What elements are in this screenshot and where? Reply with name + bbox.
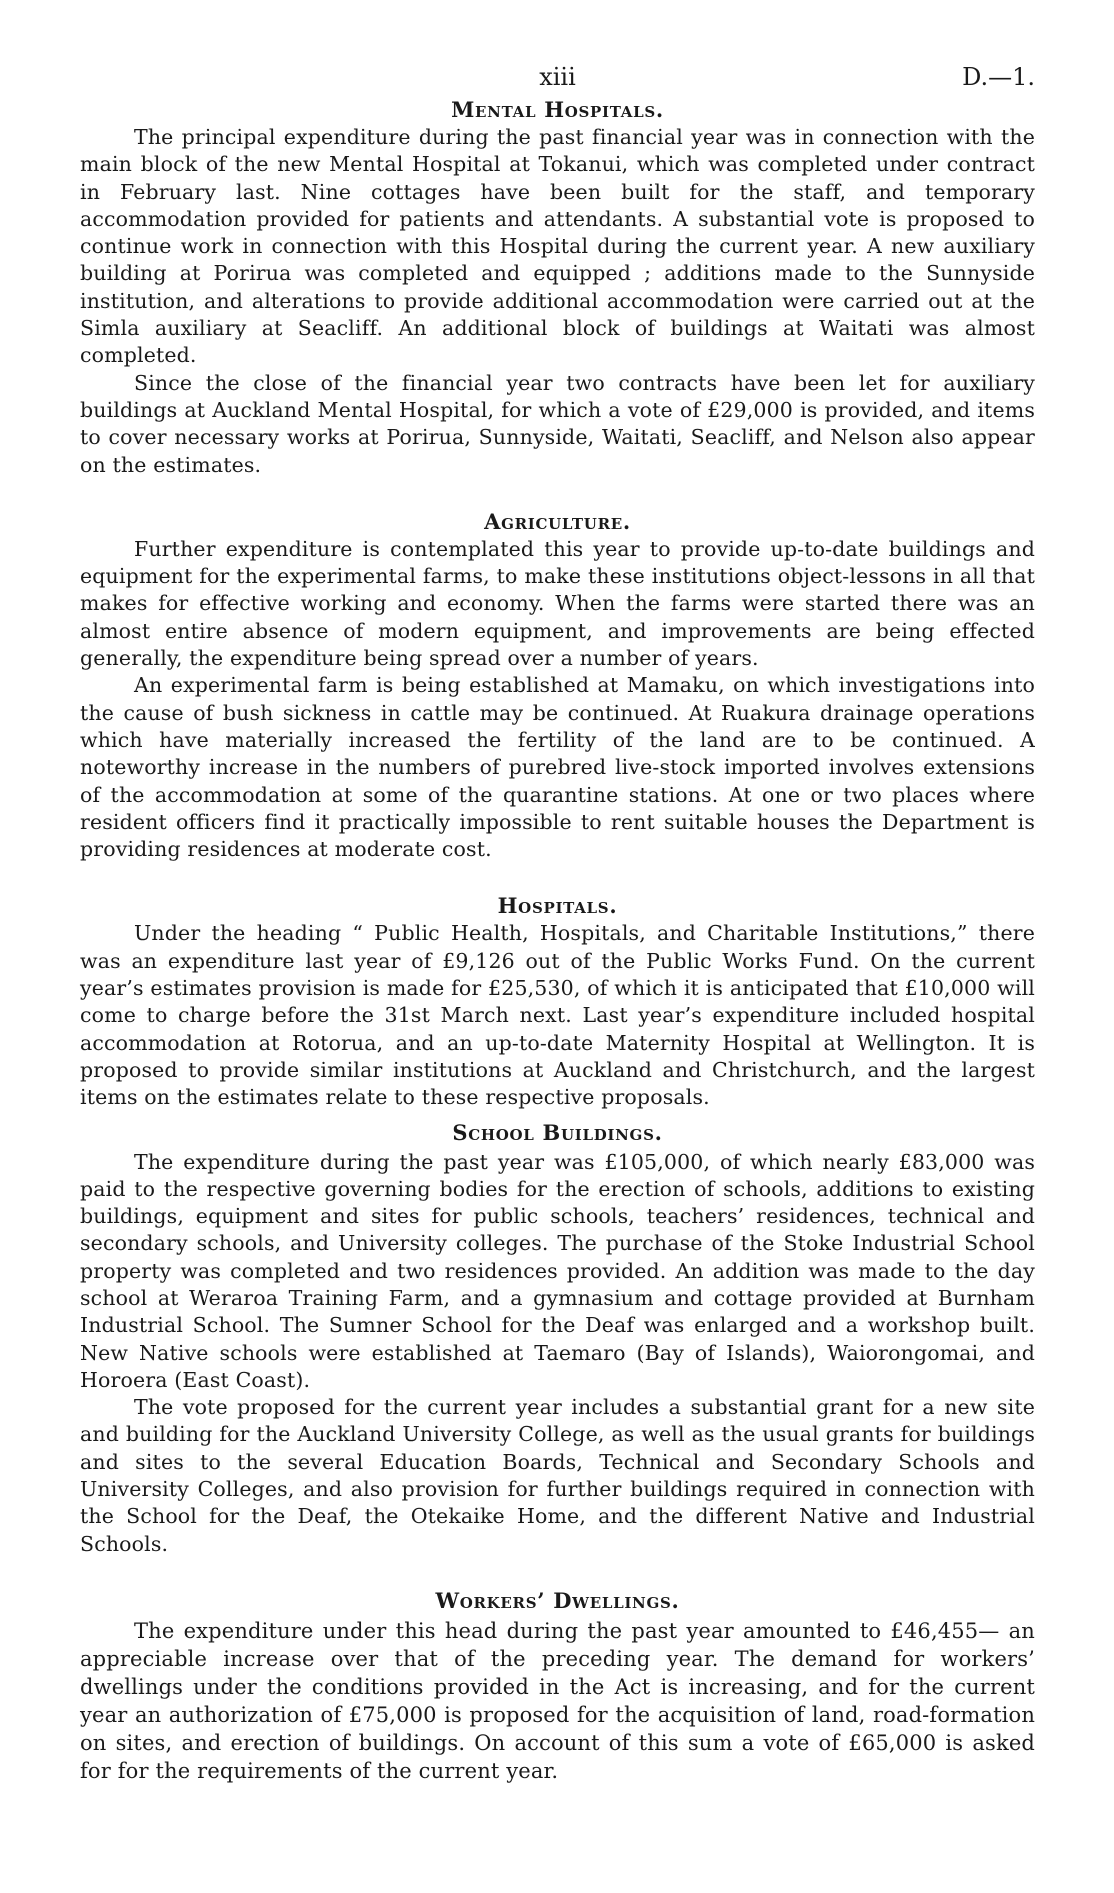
paragraph: The expenditure under this head during the past year amounted to £46,455— an appreciable increase over that of the preceding year. The demand for workers’ dwellings under the conditions provided in the Act is increasing, and for the current year an authorization of £75,000 is proposed for the acquisition of land, road-formation on sites, and erection of buildings. On account of this sum a vote of £65,000 is asked for for the requirements of the current year. bbox=[80, 1618, 1035, 1783]
section-heading: Workers’ Dwellings. bbox=[435, 1587, 680, 1613]
section-workers-dwellings bbox=[80, 1588, 1035, 1785]
section-heading: Agriculture. bbox=[484, 508, 631, 534]
paragraph: Under the heading “ Public Health, Hospitals, and Charitable Institutions,” there was an expenditure last year of £9,126 out of the Public Works Fund. On the current year’s estimates provision is made for £25,530, of which it is anticipated that £10,000 will come to charge before the 31st March next. Last year’s expenditure included hospital accommodation at Rotorua, and an up-to-date Maternity Hospital at Wellington. It is proposed to provide similar institutions at Auckland and Christchurch, and the largest items on the estimates relate to these respective proposals. bbox=[80, 921, 1035, 1110]
paragraph: Further expenditure is contemplated this year to provide up-to-date buildings and equipment for the experimental farms, to make these institutions object-lessons in all that makes for effective working and economy. When the farms were started there was an almost entire absence of modern equipment, and improvements are being effected generally, the expenditure being spread over a number of years. bbox=[80, 536, 1035, 671]
section-mental-hospitals bbox=[80, 97, 1035, 479]
paragraph: The principal expenditure during the past financial year was in connection with the main block of the new Mental Hospital at Tokanui, which was completed under contract in February last. Nine cottages have been built for the staff, and temporary accommodation provided for patients and attendants. A substantial vote is proposed to continue work in connection with this Hospital during the current year. A new auxiliary building at Porirua was completed and equipped ; additions made to the Sunnyside institution, and alterations to provide additional accommodation were carried out at the Simla auxiliary at Seacliff. An additional block of buildings at Waitati was almost completed. bbox=[80, 125, 1035, 368]
section-agriculture bbox=[80, 509, 1035, 864]
section-heading: Hospitals. bbox=[497, 893, 618, 919]
section-school-buildings bbox=[80, 1120, 1035, 1558]
page-header bbox=[80, 55, 1035, 95]
paragraph: Since the close of the financial year two contracts have been let for auxiliary buildings at Auckland Mental Hospital, for which a vote of £29,000 is provided, and items to cover necessary works at Porirua, Sunnyside, Waitati, Seacliff, and Nelson also appear on the estimates. bbox=[80, 370, 1035, 477]
section-heading: Mental Hospitals. bbox=[451, 97, 664, 122]
paragraph: The vote proposed for the current year includes a substantial grant for a new site and building for the Auckland University College, as well as the usual grants for buildings and sites to the several Education Boards, Technical and Secondary Schools and University Colleges, and also provision for further buildings required in connection with the School for the Deaf, the Otekaike Home, and the different Native and Industrial Schools. bbox=[80, 1395, 1035, 1556]
document-page bbox=[80, 55, 1035, 1785]
document-code: D.—1. bbox=[962, 63, 1035, 91]
section-heading: School Buildings. bbox=[452, 1119, 663, 1145]
paragraph: An experimental farm is being established at Mamaku, on which investigations into the cause of bush sickness in cattle may be continued. At Ruakura drainage operations which have materially increased the fertility of the land are to be continued. A noteworthy increase in the numbers of purebred live-stock imported involves extensions of the accommodation at some of the quarantine stations. At one or two places where resident officers find it practically impossible to rent suitable houses the Department is providing residences at moderate cost. bbox=[80, 673, 1035, 862]
page-number: xiii bbox=[539, 63, 576, 91]
section-hospitals bbox=[80, 893, 1035, 1111]
paragraph: The expenditure during the past year was £105,000, of which nearly £83,000 was paid to the respective governing bodies for the erection of schools, additions to existing buildings, equipment and sites for public schools, teachers’ residences, technical and secondary schools, and University colleges. The purchase of the Stoke Industrial School property was completed and two residences provided. An addition was made to the day school at Weraroa Training Farm, and a gymnasium and cottage provided at Burnham Industrial School. The Sumner School for the Deaf was enlarged and a workshop built. New Native schools were established at Taemaro (Bay of Islands), Waiorongomai, and Horoera (East Coast). bbox=[80, 1149, 1035, 1392]
